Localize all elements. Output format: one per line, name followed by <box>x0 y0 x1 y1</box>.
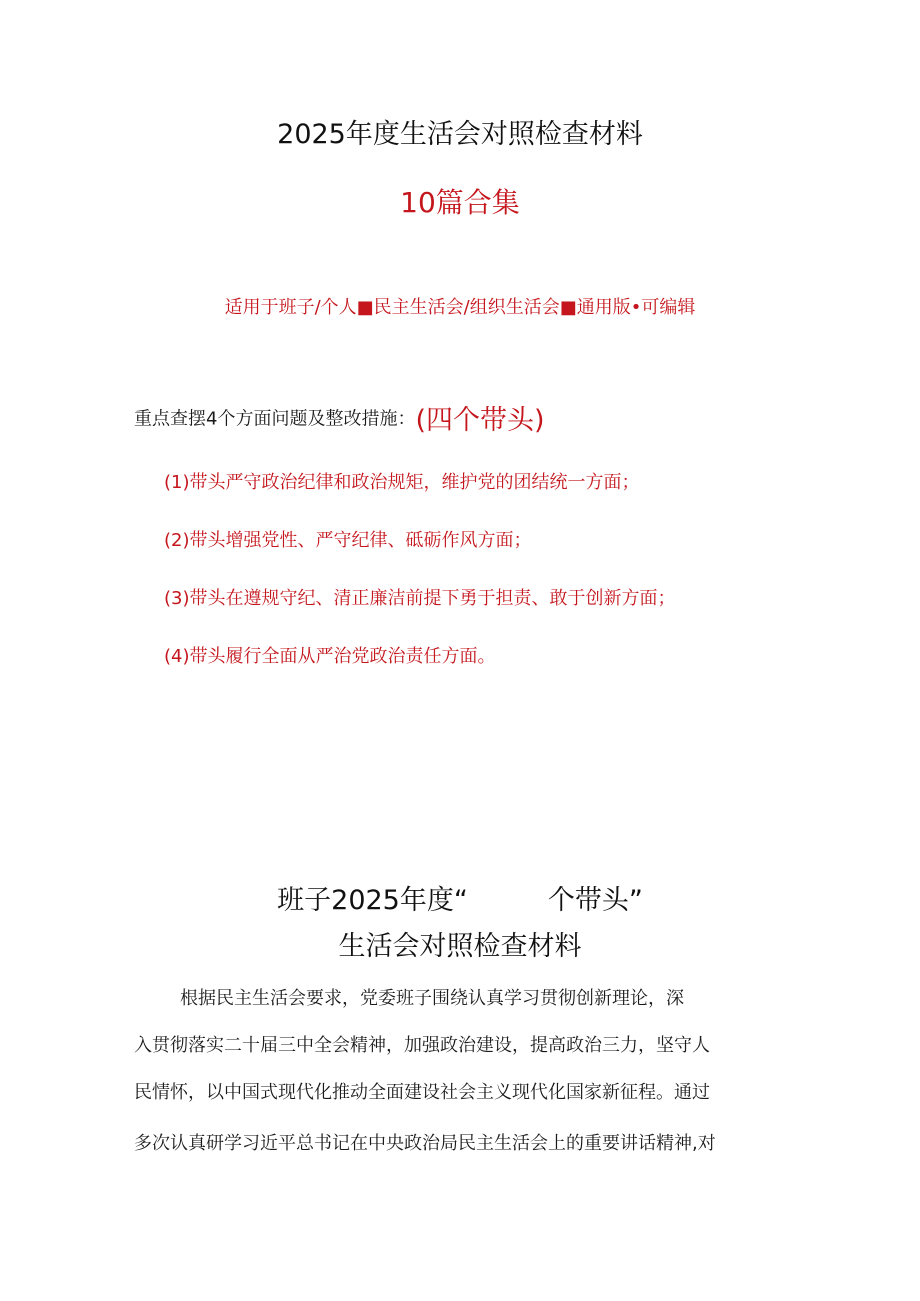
body-text-line: 多次认真研学习近平总书记在中央政治局民主生活会上的重要讲话精神,对 <box>134 1133 716 1154</box>
body-text-line: 根据民主生活会要求，党委班子围绕认真学习贯彻创新理论，深 <box>180 988 684 1009</box>
applicability-note: 适用于班子/个人■民主生活会/组织生活会■通用版•可编辑 <box>224 297 696 318</box>
body-text-line: 入贯彻落实二十届三中全会精神，加强政治建设，提高政治三力，坚守人 <box>134 1035 710 1056</box>
body-text-line: 民情怀，以中国式现代化推动全面建设社会主义现代化国家新征程。通过 <box>134 1082 710 1103</box>
focus-label: 重点查摆4个方面问题及整改措施： <box>134 408 416 430</box>
section-heading-part1: 班子2025年度“ <box>277 885 468 916</box>
focus-heading <box>134 398 545 437</box>
section-heading-part2: 个带头” <box>547 885 643 916</box>
section-heading-line1 <box>0 878 920 917</box>
focus-point: (2)带头增强党性、严守纪律、砥砺作风方面； <box>164 530 532 551</box>
section-heading-line2: 生活会对照检查材料 <box>338 931 582 962</box>
focus-point: (4)带头履行全面从严治党政治责任方面。 <box>164 646 496 667</box>
document-subtitle: 10篇合集 <box>400 186 520 219</box>
focus-highlight: (四个带头) <box>415 405 545 436</box>
focus-point: (3)带头在遵规守纪、清正廉洁前提下勇于担责、敢于创新方面； <box>164 588 676 609</box>
focus-point: (1)带头严守政治纪律和政治规矩，维护党的团结统一方面； <box>164 472 640 493</box>
document-title: 2025年度生活会对照检查材料 <box>277 119 643 150</box>
